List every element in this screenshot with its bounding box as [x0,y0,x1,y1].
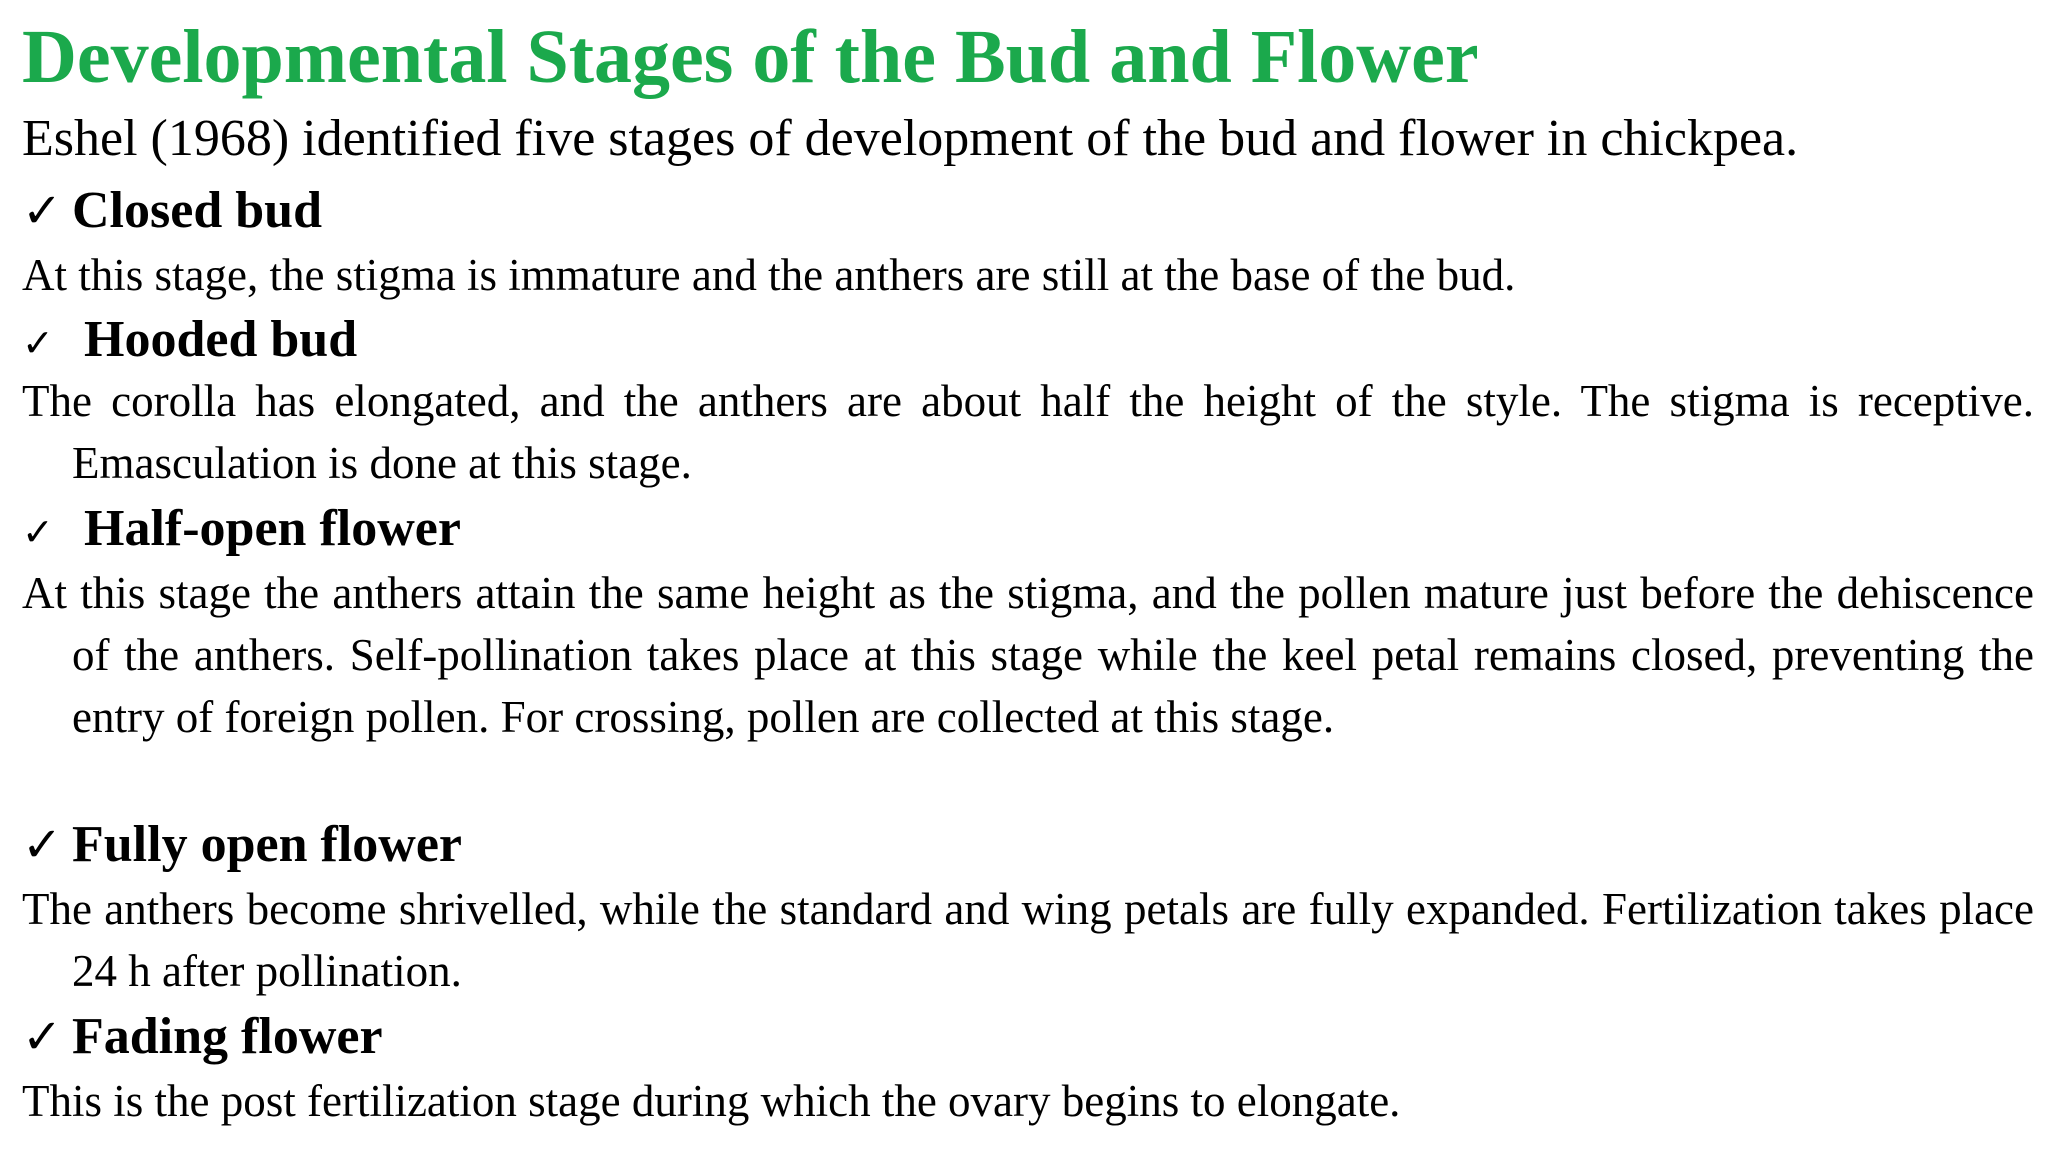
page-title: Developmental Stages of the Bud and Flower [22,15,1479,99]
stage-description-hooded-bud: The corolla has elongated, and the anthers are about half the height of the style. The stigma is receptive. Emasculation is done at this stage. [22,376,2034,488]
check-icon: ✓ [22,510,54,554]
stage-heading-label: Fading flower [72,1008,383,1065]
stage-heading-label: Closed bud [72,182,322,239]
stage-heading-hooded-bud [22,307,357,376]
stage-description-half-open-flower: At this stage the anthers attain the same height as the stigma, and the pollen mature just before the dehiscence of the anthers. Self-pollination takes place at this stage while the keel petal remains closed, preventing the entry of foreign pollen. For crossing, pollen are collected at this stage. [22,568,2034,742]
check-icon: ✓ [22,183,63,239]
stage-description-closed-bud: At this stage, the stigma is immature and the anthers are still at the base of the bud. [22,250,1516,300]
check-icon: ✓ [22,321,54,365]
stage-heading-label: Hooded bud [84,311,358,368]
intro-text: Eshel (1968) identified five stages of development of the bud and flower in chickpea. [22,110,1799,167]
stage-heading-label: Half-open flower [84,500,461,557]
stage-description-fading-flower: This is the post fertilization stage during which the ovary begins to elongate. [22,1076,1401,1126]
stage-heading-label: Fully open flower [72,816,462,873]
stage-heading-half-open-flower [22,496,461,565]
stage-description-fully-open-flower: The anthers become shrivelled, while the standard and wing petals are fully expanded. Fertilization takes place 24 h after pollination. [22,884,2034,996]
stage-heading-fully-open-flower [22,812,462,878]
check-icon: ✓ [22,817,63,873]
check-icon: ✓ [22,1009,63,1065]
stage-heading-fading-flower [22,1004,383,1070]
stage-heading-closed-bud [22,178,322,244]
